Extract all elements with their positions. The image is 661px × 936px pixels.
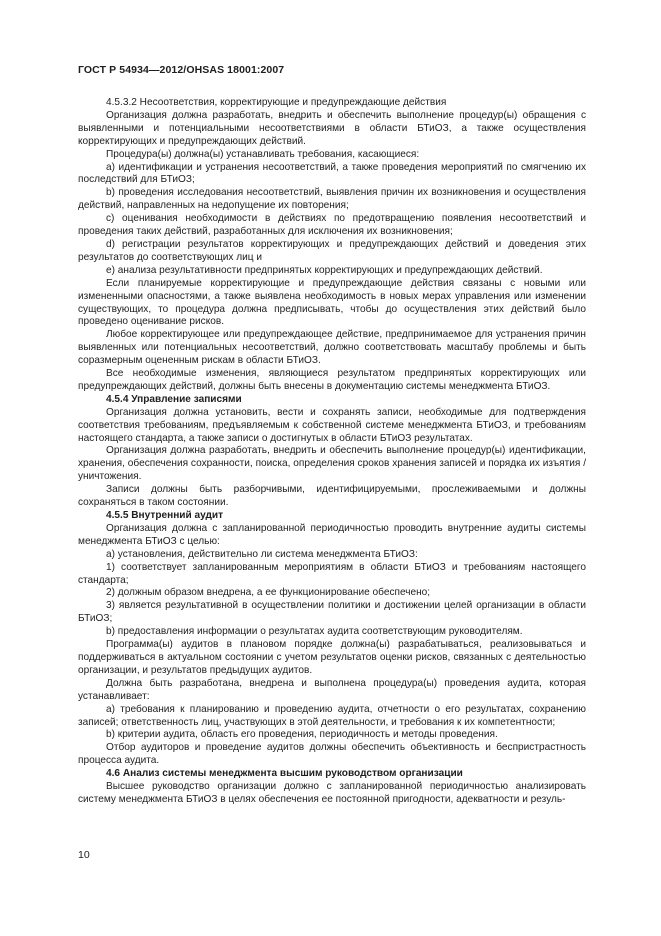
body-paragraph: Процедура(ы) должна(ы) устанавливать требования, касающиеся: bbox=[106, 148, 420, 160]
page-number: 10 bbox=[78, 849, 90, 861]
body-paragraph: Программа(ы) аудитов в плановом порядке должна(ы) разрабатываться, реализовываться и поддерживаться в актуальном состоянии с учетом результатов оценки рисков, связанных с деятельностью организации, и результатов предыдущих аудитов. bbox=[78, 639, 586, 676]
body-paragraph: Отбор аудиторов и проведение аудитов должны обеспечить объективность и беспристрастность процесса аудита. bbox=[78, 742, 586, 767]
body-paragraph: c) оценивания необходимости в действиях по предотвращению появления несоответствий и проведения таких действий, разработанных для исключения их возникновения; bbox=[78, 213, 586, 238]
document-header: ГОСТ Р 54934—2012/OHSAS 18001:2007 bbox=[78, 64, 285, 76]
body-paragraph: a) требования к планированию и проведению аудита, отчетности о его результатах, сохранению записей; ответственность лиц, участвующих в этой деятельности, и требования к их компетентности; bbox=[78, 703, 586, 728]
body-paragraph: Должна быть разработана, внедрена и выполнена процедура(ы) проведения аудита, которая устанавливает: bbox=[78, 677, 586, 702]
body-paragraph: a) установления, действительно ли система менеджмента БТиОЗ: bbox=[106, 548, 418, 560]
body-paragraph: b) предоставления информации о результатах аудита соответствующим руководителям. bbox=[106, 626, 523, 638]
body-paragraph: a) идентификации и устранения несоответствий, а также проведения мероприятий по смягчению их последствий для БТиОЗ; bbox=[78, 161, 586, 186]
body-paragraph: Любое корректирующее или предупреждающее действие, предпринимаемое для устранения причин выявленных или потенциальных несоответствий, должно соответствовать масштабу проблемы и быть соразмерным оцененным рискам в области БТиОЗ. bbox=[78, 329, 586, 367]
body-paragraph: Высшее руководство организации должно с запланированной периодичностью анализировать систему менеджмента БТиОЗ в целях обеспечения ее постоянной пригодности, адекватности и резуль- bbox=[78, 781, 586, 805]
body-paragraph: Организация должна разработать, внедрить и обеспечить выполнение процедур(ы) идентификации, хранения, обеспечения сохранности, поиска, определения сроков хранения записей и порядка их изъятия /уничтожения. bbox=[78, 445, 586, 483]
body-paragraph: Организация должна с запланированной периодичностью проводить внутренние аудиты системы менеджмента БТиОЗ с целью: bbox=[78, 522, 586, 547]
body-paragraph: Организация должна разработать, внедрить и обеспечить выполнение процедур(ы) обращения с выявленными и потенциальными несоответствиями в области БТиОЗ, а также осуществления корректирующих и предупреждающих действий. bbox=[78, 109, 586, 147]
body-paragraph: d) регистрации результатов корректирующих и предупреждающих действий и доведения этих результатов до соответствующих лиц и bbox=[78, 238, 586, 263]
body-paragraph: Организация должна установить, вести и сохранять записи, необходимые для подтверждения соответствия требованиям, предъявляемым к собственной системе менеджмента БТиОЗ, и требованиям настоящего стандарта, а также записи о достигнутых в области БТиОЗ результатах. bbox=[78, 406, 586, 444]
section-heading: 4.5.4 Управление записями bbox=[106, 393, 242, 405]
body-paragraph: 2) должным образом внедрена, а ее функционирование обеспечено; bbox=[106, 587, 431, 599]
body-paragraph: e) анализа результативности предпринятых корректирующих и предупреждающих действий. bbox=[106, 264, 543, 276]
body-paragraph: b) проведения исследования несоответствий, выявления причин их возникновения и осуществления действий, направленных на недопущение их повторения; bbox=[78, 187, 586, 212]
body-paragraph: 1) соответствует запланированным мероприятиям в области БТиОЗ и требованиям настоящего стандарта; bbox=[78, 561, 586, 586]
section-heading: 4.6 Анализ системы менеджмента высшим руководством организации bbox=[106, 768, 463, 780]
body-paragraph: b) критерии аудита, область его проведения, периодичность и методы проведения. bbox=[106, 729, 498, 741]
document-body bbox=[78, 97, 586, 807]
body-paragraph: 3) является результативной в осуществлении политики и достижении целей организации в области БТиОЗ; bbox=[78, 600, 586, 625]
body-paragraph: Если планируемые корректирующие и предупреждающие действия связаны с новыми или измененными опасностями, а также выявлена необходимость в новых мерах управления или изменении существующих, то процедура должна предписывать, чтобы до осуществления этих действий было проведено оценивание рисков. bbox=[78, 277, 586, 328]
body-paragraph: Все необходимые изменения, являющиеся результатом предпринятых корректирующих или предупреждающих действий, должны быть внесены в документацию системы менеджмента БТиОЗ. bbox=[78, 368, 586, 392]
section-heading: 4.5.5 Внутренний аудит bbox=[106, 510, 224, 521]
body-paragraph: Записи должны быть разборчивыми, идентифицируемыми, прослеживаемыми и должны сохраняться в таком состоянии. bbox=[78, 484, 586, 509]
body-paragraph: 4.5.3.2 Несоответствия, корректирующие и предупреждающие действия bbox=[106, 97, 447, 108]
